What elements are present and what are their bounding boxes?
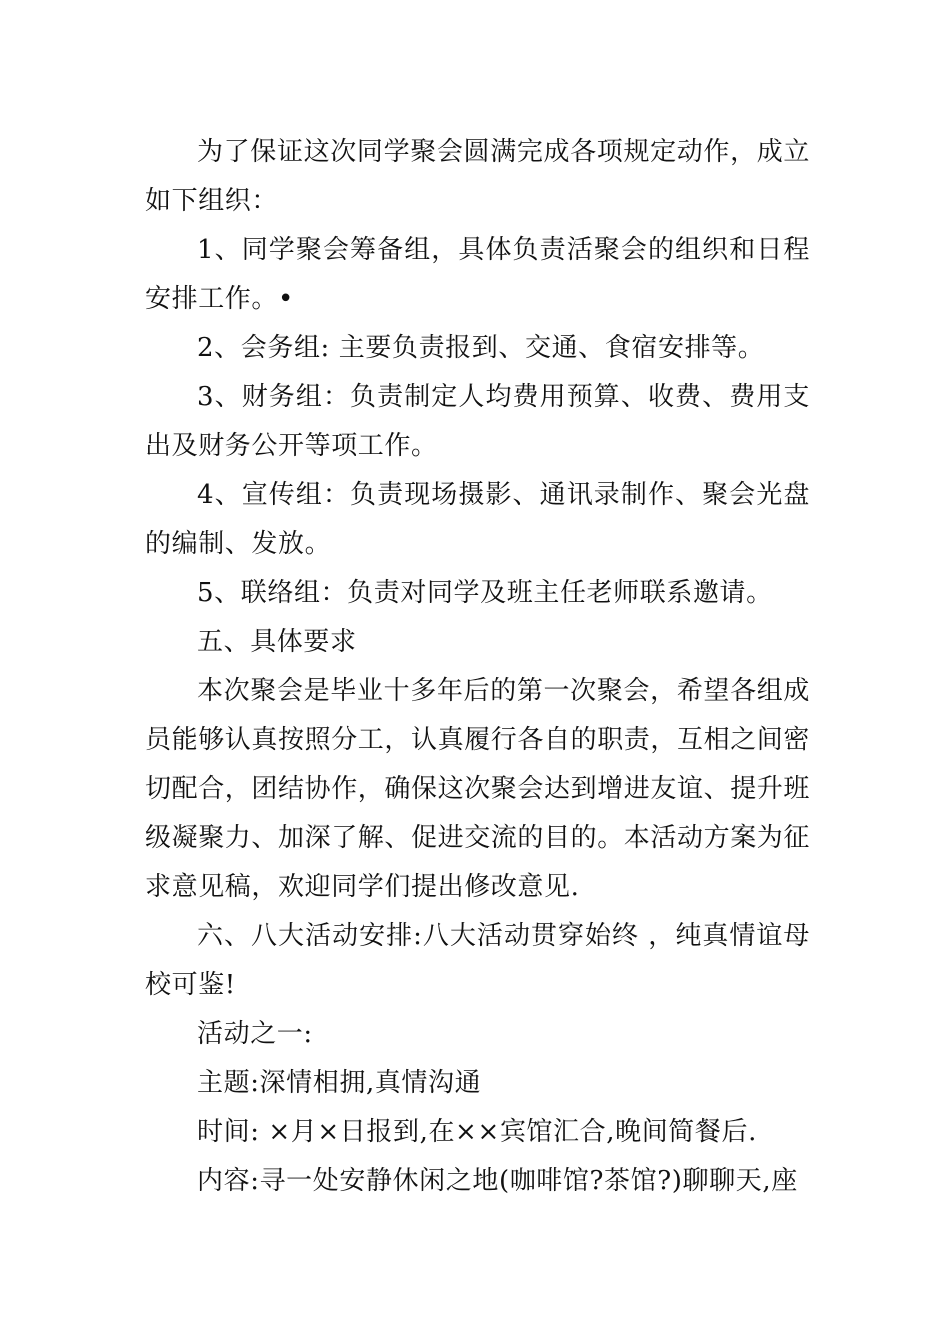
heading-eight-activities: 六、八大活动安排:八大活动贯穿始终 ，纯真情谊母校可鉴! [145, 921, 810, 1000]
activity-one-time: 时间: ×月×日报到,在××宾馆汇合,晚间简餐后. [197, 1117, 757, 1147]
paragraph-finance-group: 3、财务组：负责制定人均费用预算、收费、费用支出及财务公开等项工作。 [145, 382, 810, 461]
activity-one-theme: 主题:深情相拥,真情沟通 [197, 1068, 482, 1098]
heading-specific-requirements: 五、具体要求 [197, 627, 357, 657]
paragraph-liaison-group: 5、联络组：负责对同学及班主任老师联系邀请。 [197, 578, 773, 608]
paragraph-requirements-body: 本次聚会是毕业十多年后的第一次聚会，希望各组成员能够认真按照分工，认真履行各自的职责，互相之间密切配合，团结协作，确保这次聚会达到增进友谊、提升班级凝聚力、加深了解、促进交流的目的。本活动方案为征求意见稿，欢迎同学们提出修改意见. [145, 676, 811, 902]
paragraph-organization-intro: 为了保证这次同学聚会圆满完成各项规定动作，成立如下组织： [145, 137, 810, 216]
activity-one-content: 内容:寻一处安静休闲之地(咖啡馆?茶馆?)聊聊天,座 [197, 1166, 798, 1196]
paragraph-publicity-group: 4、宣传组：负责现场摄影、通讯录制作、聚会光盘的编制、发放。 [145, 480, 810, 559]
paragraph-preparation-group: 1、同学聚会筹备组，具体负责活聚会的组织和日程安排工作。• [145, 235, 810, 314]
heading-activity-one: 活动之一: [197, 1019, 313, 1049]
paragraph-affairs-group: 2、会务组: 主要负责报到、交通、食宿安排等。 [197, 333, 765, 363]
